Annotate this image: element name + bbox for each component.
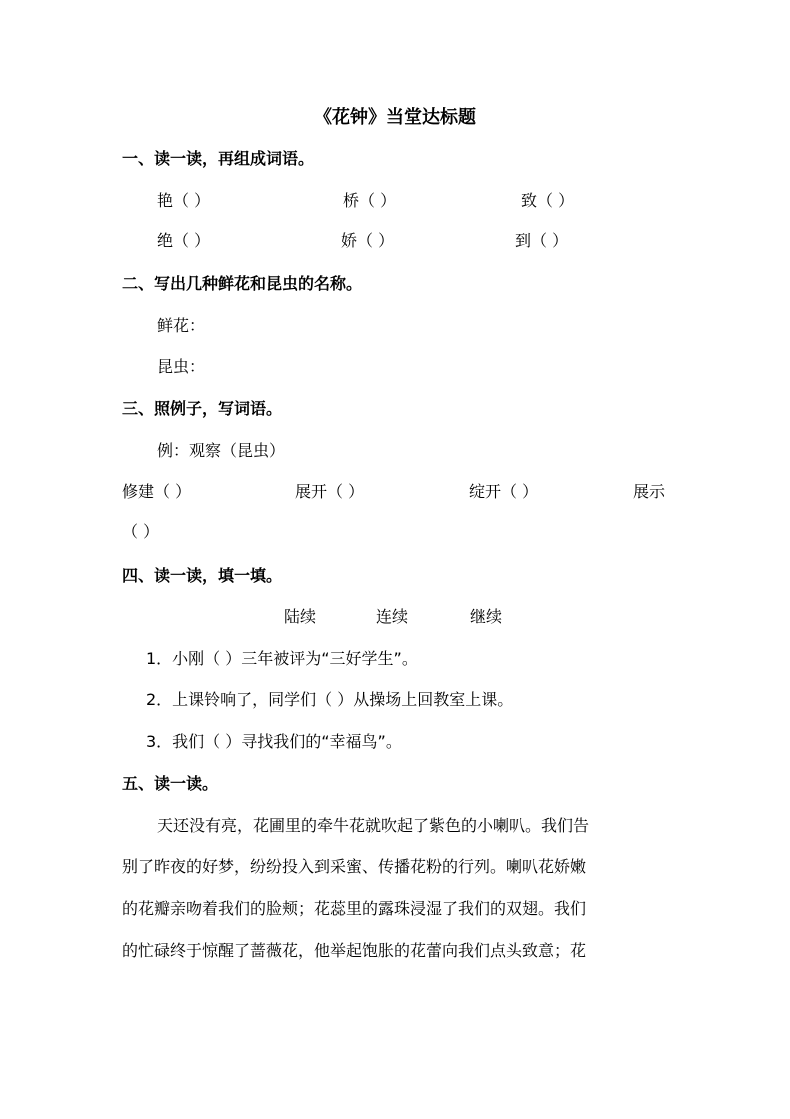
section3-item-1: 修建（ ） [122, 482, 192, 501]
question-3: 3．我们（ ）寻找我们的“幸福鸟”。 [146, 732, 402, 751]
insects-label: 昆虫： [157, 357, 206, 376]
section1-row2-item3: 到（ ） [515, 231, 569, 250]
section3-heading: 三、照例子，写词语。 [122, 399, 283, 418]
question-1: 1．小刚（ ）三年被评为“三好学生”。 [146, 649, 418, 668]
section4-heading: 四、读一读，填一填。 [122, 566, 283, 585]
section3-item-3: 绽开（ ） [469, 482, 539, 501]
reading-line-3: 的花瓣亲吻着我们的脸颊；花蕊里的露珠浸湿了我们的双翅。我们 [122, 899, 587, 918]
flowers-label: 鲜花： [157, 316, 206, 335]
section3-overflow: （ ） [122, 522, 160, 541]
word-option-2: 连续 [376, 607, 409, 626]
section3-example: 例：观察（昆虫） [157, 441, 286, 460]
section1-heading: 一、读一读，再组成词语。 [122, 149, 315, 168]
section1-row2-item2: 娇（ ） [341, 231, 395, 250]
word-option-3: 继续 [470, 607, 503, 626]
section5-heading: 五、读一读。 [122, 774, 219, 793]
section1-row1-item3: 致（ ） [521, 191, 575, 210]
section3-item-4: 展示 [633, 482, 666, 501]
reading-line-4: 的忙碌终于惊醒了蔷薇花，他举起饱胀的花蕾向我们点头致意；花 [122, 941, 587, 960]
word-option-1: 陆续 [284, 607, 317, 626]
section2-heading: 二、写出几种鲜花和昆虫的名称。 [122, 274, 363, 293]
reading-line-2: 别了昨夜的好梦，纷纷投入到采蜜、传播花粉的行列。喇叭花娇嫩 [122, 857, 587, 876]
section3-item-2: 展开（ ） [295, 482, 365, 501]
question-2: 2．上课铃响了，同学们（ ）从操场上回教室上课。 [146, 690, 514, 709]
section1-row1-item2: 桥（ ） [343, 191, 397, 210]
document-title: 《花钟》当堂达标题 [314, 107, 476, 128]
section1-row2-item1: 绝（ ） [157, 231, 211, 250]
section1-row1-item1: 艳（ ） [157, 191, 211, 210]
reading-line-1: 天还没有亮，花圃里的牵牛花就吹起了紫色的小喇叭。我们告 [157, 816, 590, 835]
